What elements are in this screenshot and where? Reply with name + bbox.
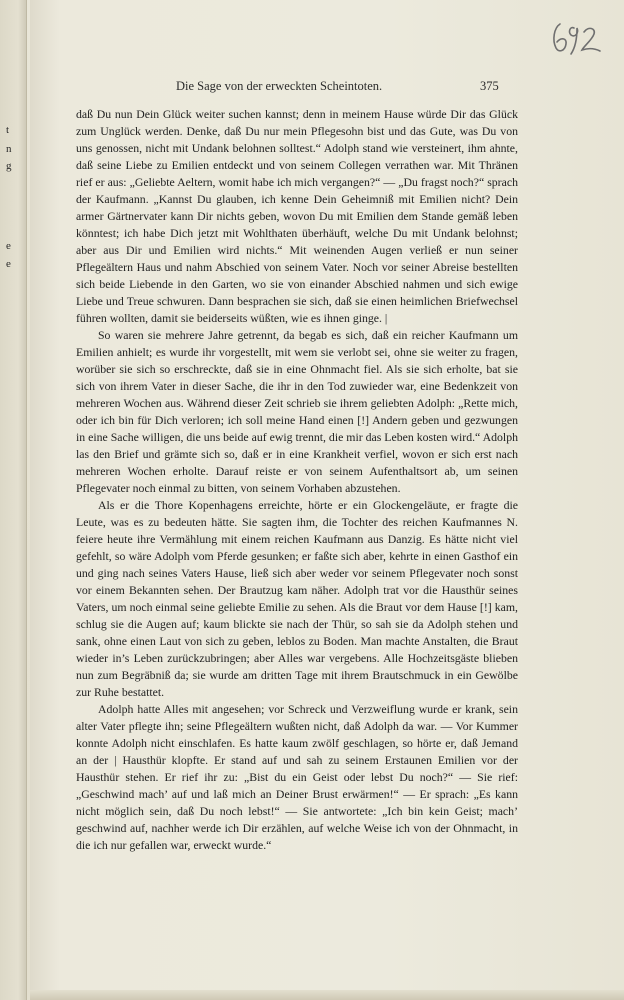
- previous-page-edge: [0, 0, 27, 1000]
- paragraph: Adolph hatte Alles mit angesehen; vor Schreck und Verzweiflung wurde er krank, sein alter Vater pflegte ihn; seine Pflegeältern wußten nicht, daß Adolph da war. — Vor Kummer konnte Adolph nicht einschlafen. Es hatte kaum zwölf geschlagen, so hörte er, daß Jemand an der | Hausthür klopfte. Er stand auf und sah zu seinem Erstaunen Emilien vor der Hausthür stehen. Er rief ihr zu: „Bist du ein Geist oder lebst Du noch?“ — Sie rief: „Geschwind mach’ auf und laß mich an Deiner Brust erwärmen!“ — Er sprach: „Es kann nicht möglich sein, daß Du noch lebst!“ — Sie antwortete: „Ich bin kein Geist; mach’ geschwind auf, nachher werde ich Dir erzählen, auf welche Weise ich von der Ohnmacht, in die ich nur gefallen war, erweckt wurde.“: [76, 702, 518, 852]
- margin-fragment: e: [6, 258, 11, 270]
- paragraph: Als er die Thore Kopenhagens erreichte, hörte er ein Glockengeläute, er fragte die Leute, was es zu bedeuten hätte. Sie sagten ihm, die Tochter des reichen Kaufmannes N. feiere heute ihre Vermählung mit einem reichen Kaufmann aus Danzig. Es hätte nicht viel gefehlt, so wäre Adolph vom Pferde gesunken; er faßte sich aber, kehrte in einen Gasthof ein und ging nach seines Vaters Hause, ließ sich aber weder vor seinem Pflegevater noch sonst vor einem Bekannten sehen. Der Brautzug kam näher. Adolph trat vor die Hausthür seines Vaters, um noch einmal seine geliebte Emilie zu sehen. Als die Braut vor dem Hause [!] kam, schlug sie die Augen auf; kaum blickte sie nach der Thür, so sah sie da Adolph stehen und sank, ohne einen Laut von sich zu geben, leblos zu Boden. Man machte Anstalten, die Braut wieder in’s Leben zurückzubringen; aber Alles war vergebens. Alle Hochzeitsgäste blieben nun zum Begräbniß da; sie wurde am dritten Tage mit ihrem Brautschmuck in ein Gewölbe zur Ruhe bestattet.: [76, 498, 518, 699]
- margin-fragment: e: [6, 240, 11, 252]
- margin-fragment: t: [6, 124, 10, 136]
- main-text: [76, 106, 518, 854]
- paragraph: daß Du nun Dein Glück weiter suchen kannst; denn in meinem Hause würde Dir das Glück zum Unglück werden. Denke, daß Du nur mein Pflegesohn bist und das Gute, was Du von uns genossen, nicht mit Undank belohnen solltest.“ Adolph stand wie versteinert, ihm ahnte, daß seine Liebe zu Emilien entdeckt und von seinem Collegen verrathen war. Mit Thränen rief er aus: „Geliebte Aeltern, womit habe ich mich vergangen?“ — „Du fragst noch?“ sprach der Kaufmann. „Kannst Du glauben, ich kenne Dein Geheimniß mit Emilien nicht? Dein armer Gärtnervater kann Dir nichts geben, wovon Du mit Emilien dem Stande gemäß leben könntest; ich habe Dich jetzt mit Wohlthaten überhäuft, welche Du mit Undank belohnst; aber aus Dir und Emilien wird nichts.“ Mit weinenden Augen verließ er nun seiner Pflegeältern Haus und nahm Abschied von seinem Vater. Noch vor seiner Abreise bestellten sich beide Liebende in den Garten, wo sie von einander Abschied nahmen und sich ewige Liebe und Treue schwuren. Dann besprachen sie sich, daß sie einen heimlichen Briefwechsel führen wollten, damit sie beiderseits wüßten, wie es ihnen ginge. |: [76, 107, 518, 325]
- running-head: Die Sage von der erweckten Scheintoten.: [176, 79, 383, 93]
- margin-fragment: g: [6, 160, 12, 172]
- page-bottom-edge: [30, 990, 624, 1000]
- paragraph: So waren sie mehrere Jahre getrennt, da begab es sich, daß ein reicher Kaufmann um Emilien anhielt; es wurde ihr vorgestellt, mit wem sie verlobt sei, ohne sie weiter zu fragen, worüber sie sich so erschreckte, daß sie in eine Ohnmacht fiel. Als sie sich erholte, bat sie sich von ihrem Vater in dieser Sache, die ihr in den Tod zuwieder war, eine Bedenkzeit von mehreren Wochen aus. Während dieser Zeit schrieb sie ihrem geliebten Adolph: „Rette mich, oder ich bin für Dich verloren; ich soll meine Hand einen [!] Andern geben und gezwungen in eine Sache willigen, die uns beide auf ewig trennt, die mir das Leben kosten wird.“ Adolph las den Brief und grämte sich so, daß er in eine Krankheit verfiel, wovon er sich erst nach mehreren Wochen erholte. Darauf reiste er von seinem Aufenthaltsort ab, um seinen Pflegevater noch einmal zu bitten, von seinem Vorhaben abzustehen.: [76, 328, 518, 495]
- page-number: 375: [480, 79, 499, 93]
- handwritten-folio-number: [546, 18, 606, 58]
- margin-fragment: n: [6, 143, 12, 155]
